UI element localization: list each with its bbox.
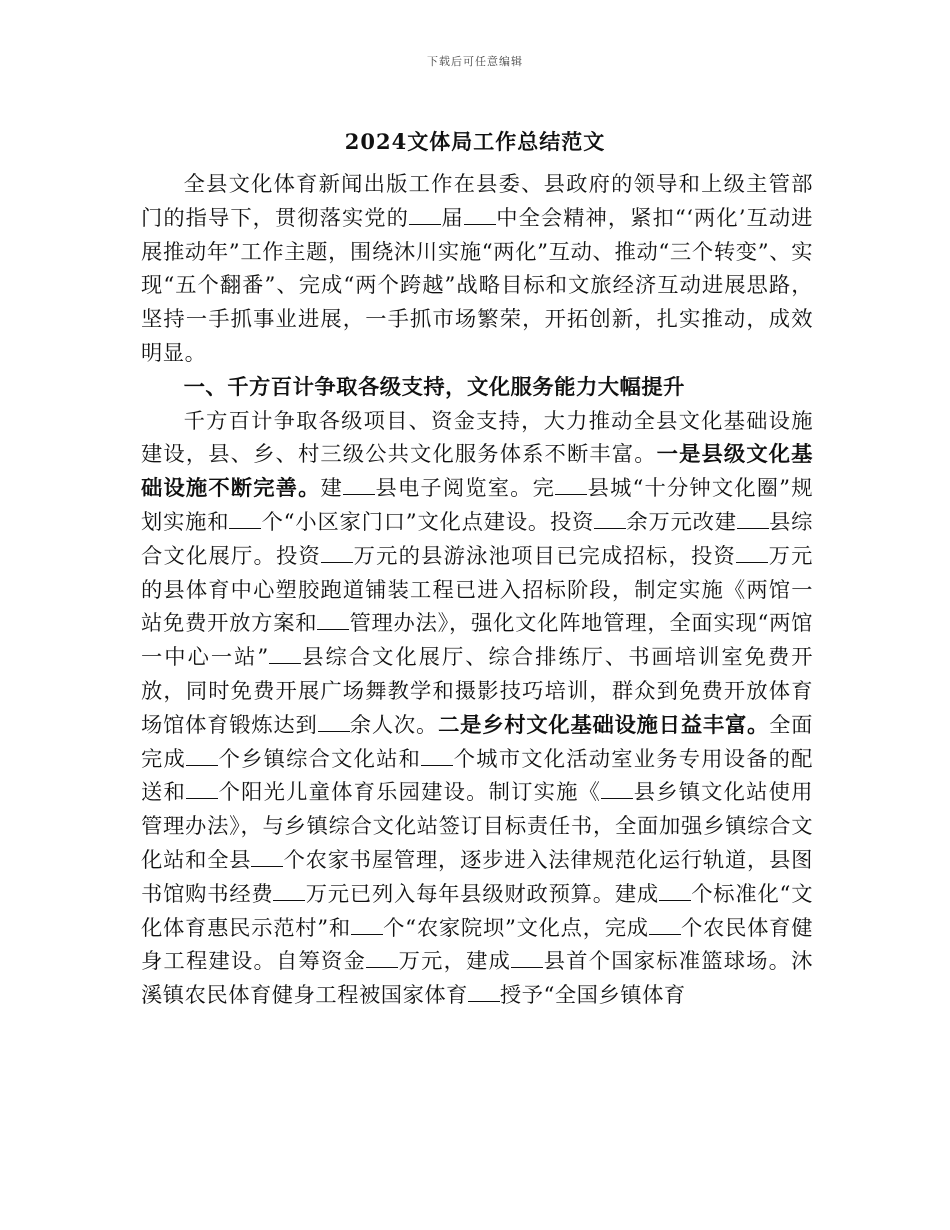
fill-blank (351, 914, 383, 934)
fill-blank (321, 543, 353, 563)
fill-blank (273, 881, 305, 901)
bold-highlight: 一是县级文化基础设施不断完善。 (141, 442, 813, 502)
document-title: 2024文体局工作总结范文 (344, 129, 606, 154)
fill-blank (317, 610, 349, 630)
fill-blank (186, 745, 218, 765)
fill-blank (343, 475, 375, 495)
fill-blank (409, 205, 441, 225)
intro-paragraph: 全县文化体育新闻出版工作在县委、县政府的领导和上级主管部门的指导下，贯彻落实党的 届 中全会精神，紧扣“‘两化’互动进展推动年”工作主题，围绕沐川实施“两化”互动、推动“三个转变”、实现“五个翻番”、完成“两个跨越”战略目标和文旅经济互动进展思路，坚持一手抓事业进展，一手抓市场繁荣，开拓创新，扎实推动，成效明显。 (141, 172, 813, 366)
section-heading-1: 一、千方百计争取各级支持，文化服务能力大幅提升 (183, 374, 685, 400)
fill-blank (594, 509, 626, 529)
fill-blank (736, 543, 768, 563)
fill-blank (555, 475, 587, 495)
section-1-paragraph: 千方百计争取各级项目、资金支持，大力推动全县文化基础设施建设，县、乡、村三级公共文化服务体系不断丰富。一是县级文化基础设施不断完善。建 县电子阅览室。完 县城“十分钟文化圈”规划实施和 个“小区家门口”文化点建设。投资 余万元改建 县综合文化展厅。投资 万元的县游泳池项目已完成招标，投资 万元的县体育中心塑胶跑道铺装工程已进入招标阶段，制定实施《两馆一站免费开放方案和 管理办法》，强化文化阵地管理，全面实现“两馆一中心一站” 县综合文化展厅、综合排练厅、书画培训室免费开放，同时免费开展广场舞教学和摄影技巧培训，群众到免费开放体育场馆体育锻炼达到 余人次。二是乡村文化基础设施日益丰富。全面完成 个乡镇综合文化站和 个城市文化活动室业务专用设备的配送和 个阳光儿童体育乐园建设。制订实施《 县乡镇文化站使用管理办法》，与乡镇综合文化站签订目标责任书，全面加强乡镇综合文化站和全县 个农家书屋管理，逐步进入法律规范化运行轨道，县图书馆购书经费 万元已列入每年县级财政预算。建成 个标准化“文化体育惠民示范村”和 个“农家院坝”文化点，完成 个农民体育健身工程建设。自筹资金 万元，建成 县首个国家标准篮球场。沐溪镇农民体育健身工程被国家体育 授予“全国乡镇体育 (141, 408, 813, 1009)
page-header-note: 下载后可任意编辑 (427, 55, 523, 68)
fill-blank (186, 779, 218, 799)
fill-blank (511, 948, 543, 968)
fill-blank (318, 712, 350, 732)
fill-blank (421, 745, 453, 765)
fill-blank (601, 779, 633, 799)
fill-blank (737, 509, 769, 529)
fill-blank (366, 948, 398, 968)
fill-blank (269, 644, 301, 664)
fill-blank (468, 982, 500, 1002)
bold-highlight: 二是乡村文化基础设施日益丰富。 (438, 712, 770, 738)
document-body (141, 168, 813, 1013)
fill-blank (229, 509, 261, 529)
fill-blank (659, 881, 691, 901)
fill-blank (251, 847, 283, 867)
fill-blank (464, 205, 496, 225)
fill-blank (649, 914, 681, 934)
